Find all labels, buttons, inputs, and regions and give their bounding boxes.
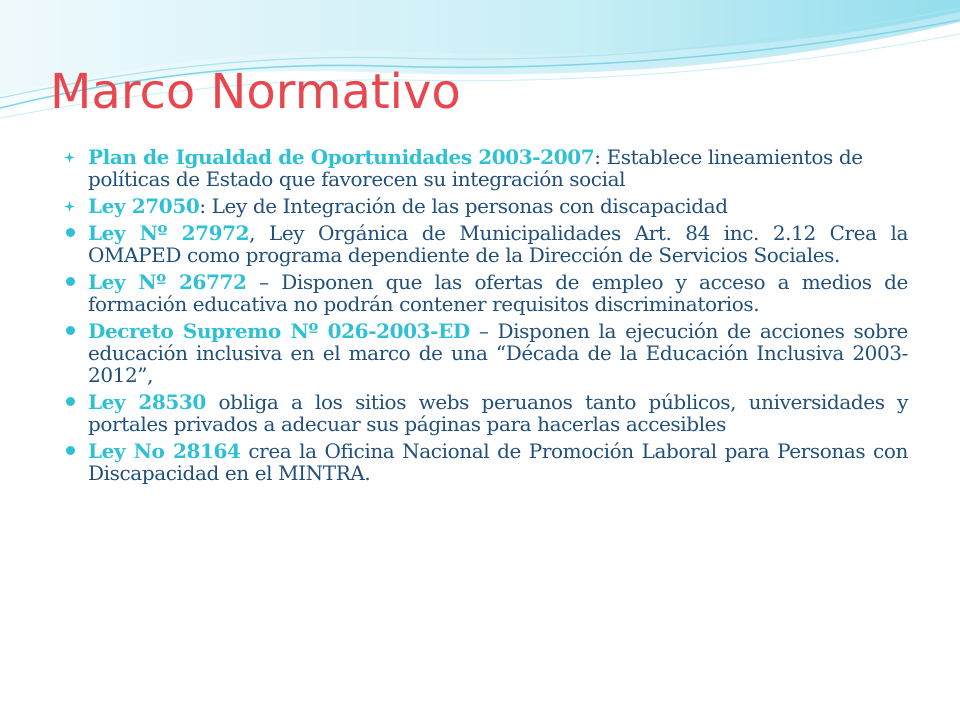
dot-bullet-icon [66,397,75,406]
dot-bullet-icon [66,228,75,237]
law-description: obliga a los sitios webs peruanos tanto públicos, universidades y portales privados a adecuar sus páginas para hacerlas accesibles [88,390,908,436]
law-name: Ley No 28164 [88,439,241,463]
law-name: Ley Nº 26772 [88,270,247,294]
law-description: , Ley Orgánica de Municipalidades Art. 84 inc. 2.12 Crea la OMAPED como programa dependiente de la Dirección de Servicios Sociales. [88,221,909,267]
law-description: – Disponen la ejecución de acciones sobre educación inclusiva en el marco de una “Década de la Educación Inclusiva 2003-2012”, [88,319,908,387]
law-description: crea la Oficina Nacional de Promoción Laboral para Personas con Discapacidad en el MINTRA. [88,439,908,485]
diamond-bullet-icon [64,201,75,212]
dot-bullet-icon [66,446,75,455]
law-description: – Disponen que las ofertas de empleo y acceso a medios de formación educativa no podrán contener requisitos discriminatorios. [88,270,908,316]
list-item [62,146,908,190]
list-item [62,440,908,484]
list-item [62,222,908,266]
law-description: : Establece lineamientos de políticas de Estado que favorecen su integración social [88,145,863,191]
list-item [62,391,908,435]
law-name: Ley 27050 [88,194,200,218]
law-name: Ley Nº 27972 [88,221,250,245]
law-description: : Ley de Integración de las personas con discapacidad [199,194,728,218]
slide-title: Marco Normativo [50,64,461,120]
list-item [62,195,908,217]
dot-bullet-icon [66,277,75,286]
list-item [62,271,908,315]
diamond-bullet-icon [64,152,75,163]
list-item [62,320,908,386]
law-name: Ley 28530 [88,390,206,414]
law-name: Decreto Supremo Nº 026-2003-ED [88,319,470,343]
law-name: Plan de Igualdad de Oportunidades 2003-2007 [88,145,595,169]
dot-bullet-icon [66,326,75,335]
bullet-list [62,146,908,489]
